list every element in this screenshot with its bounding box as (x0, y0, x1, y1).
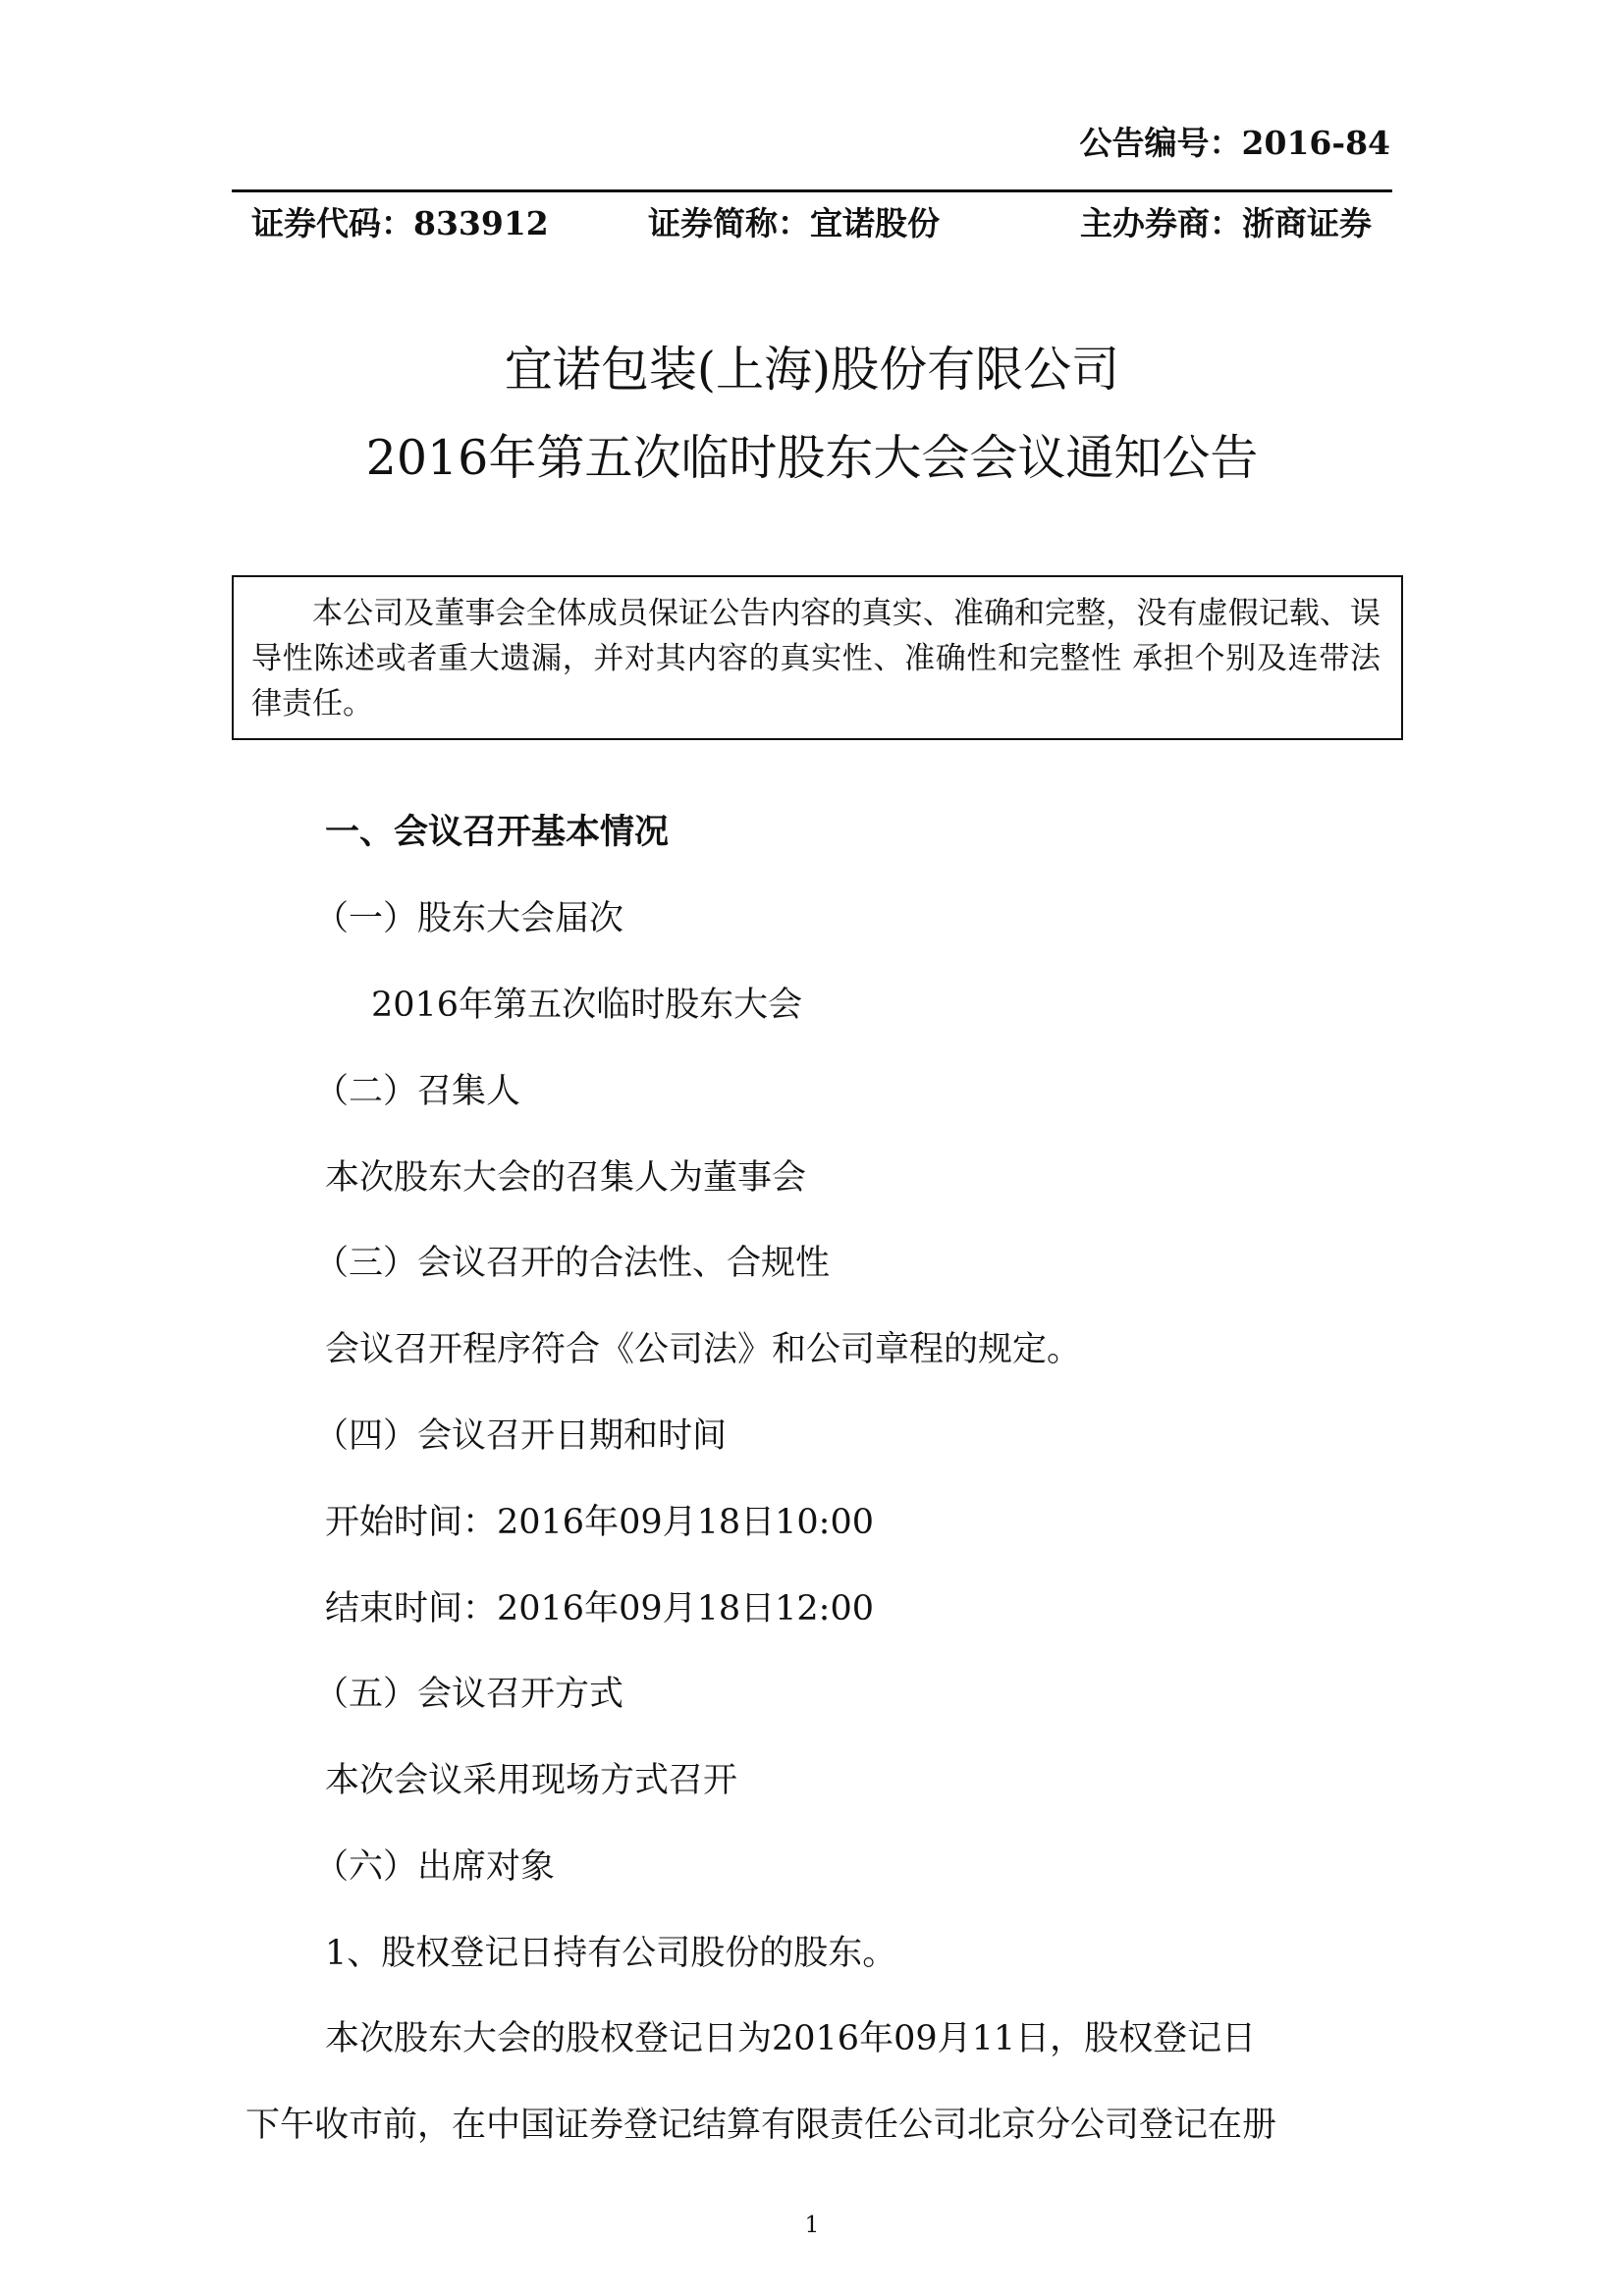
item5-heading: （五）会议召开方式 (314, 1675, 624, 1714)
item4-heading: （四）会议召开日期和时间 (314, 1416, 728, 1456)
item6-heading: （六）出席对象 (314, 1847, 556, 1887)
item6-paragraph-line2: 下午收市前，在中国证券登记结算有限责任公司北京分公司登记在册 (245, 2106, 1277, 2145)
item3-heading: （三）会议召开的合法性、合规性 (314, 1244, 831, 1283)
page-number: 1 (804, 2213, 820, 2238)
item6-paragraph-line1: 本次股东大会的股权登记日为2016年09月11日，股权登记日 (325, 2019, 1257, 2058)
header-divider (232, 189, 1392, 192)
item3-text: 会议召开程序符合《公司法》和公司章程的规定。 (325, 1330, 1082, 1369)
sponsor-broker: 主办券商：浙商证券 (1080, 204, 1372, 242)
item5-text: 本次会议采用现场方式召开 (325, 1761, 738, 1800)
item2-heading: （二）召集人 (314, 1072, 521, 1111)
notice-number: 公告编号：2016-84 (1079, 124, 1390, 162)
security-short-name: 证券简称：宜诺股份 (648, 204, 940, 242)
item4-end-time: 结束时间：2016年09月18日12:00 (325, 1589, 875, 1629)
item1-text: 2016年第五次临时股东大会 (371, 986, 803, 1025)
security-code: 证券代码：833912 (251, 204, 549, 242)
disclaimer-box (232, 575, 1403, 740)
document-title-line1: 宜诺包装(上海)股份有限公司 (504, 342, 1120, 398)
item2-text: 本次股东大会的召集人为董事会 (325, 1158, 807, 1198)
section1-heading: 一、会议召开基本情况 (325, 812, 670, 852)
document-title-line2: 2016年第五次临时股东大会会议通知公告 (365, 430, 1259, 486)
disclaimer-text: 本公司及董事会全体成员保证公告内容的真实、准确和完整，没有虚假记载、误导性陈述或者重大遗漏，并对其内容的真实性、准确性和完整性 承担个别及连带法律责任。 (251, 596, 1380, 721)
item6-point1: 1、股权登记日持有公司股份的股东。 (325, 1934, 897, 1973)
item4-start-time: 开始时间：2016年09月18日10:00 (325, 1503, 875, 1542)
item1-heading: （一）股东大会届次 (314, 899, 624, 938)
